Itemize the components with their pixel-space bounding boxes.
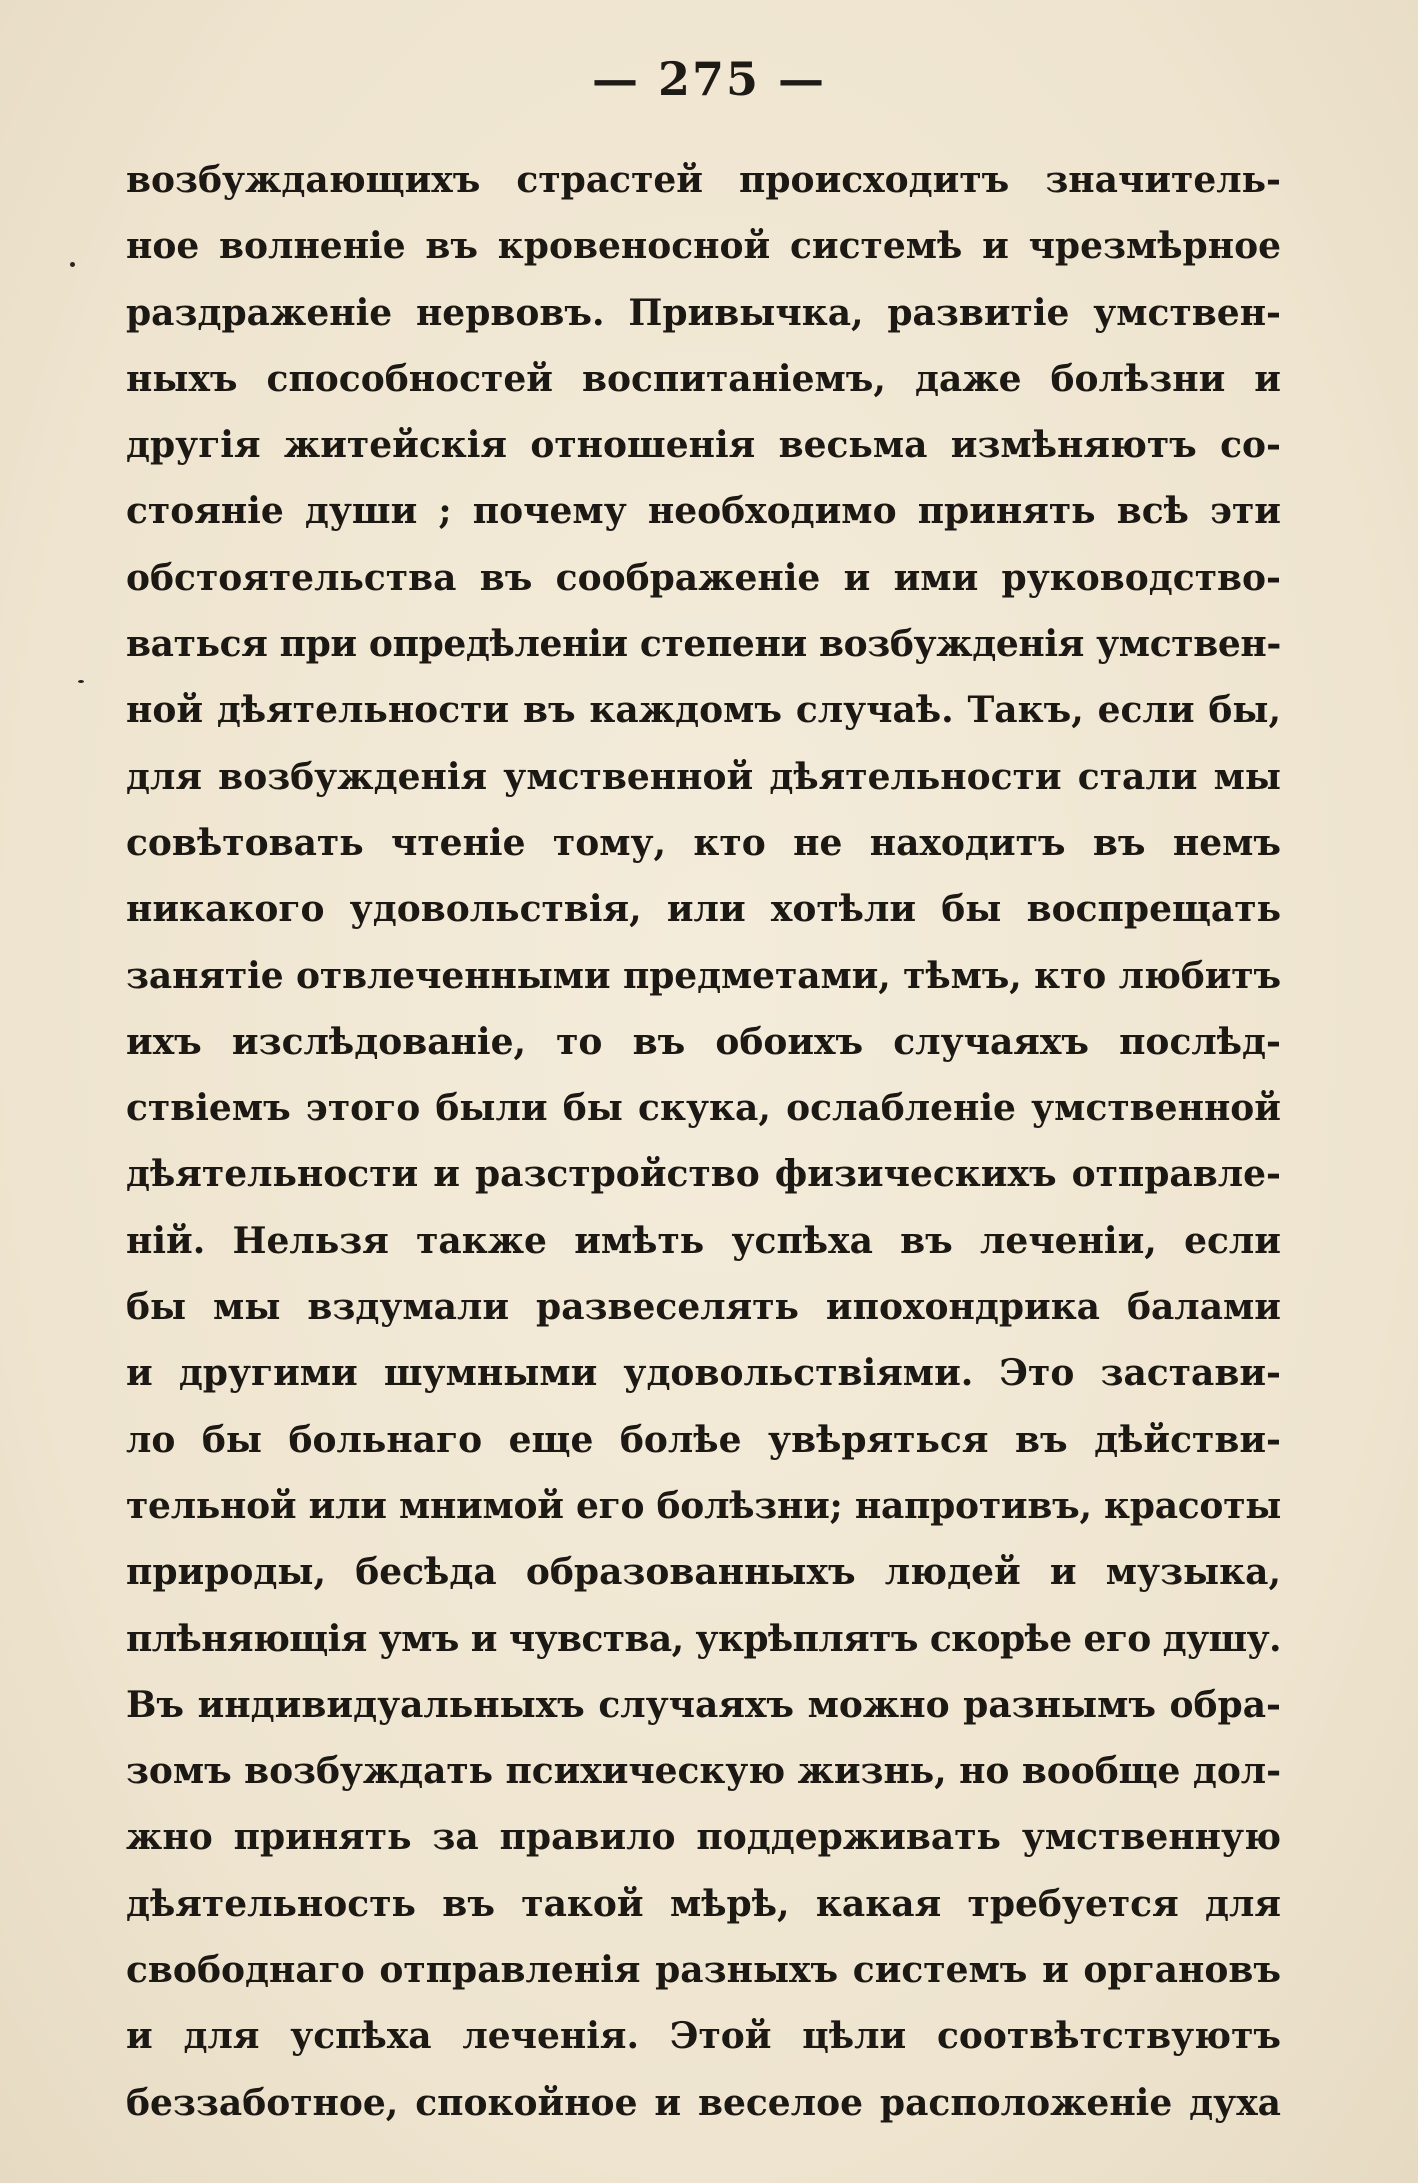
text-line: другія житейскія отношенія весьма измѣняютъ со- xyxy=(126,424,1281,467)
text-line: бы мы вздумали развеселять ипохондрика балами xyxy=(126,1286,1281,1329)
text-line: занятіе отвлеченными предметами, тѣмъ, кто любитъ xyxy=(126,954,1281,997)
text-line: зомъ возбуждать психическую жизнь, но вообще дол- xyxy=(126,1750,1281,1793)
text-line: никакого удовольствія, или хотѣли бы воспрещать xyxy=(126,888,1281,931)
text-line: ихъ изслѣдованіе, то въ обоихъ случаяхъ послѣд- xyxy=(126,1020,1281,1063)
text-line: беззаботное, спокойное и веселое расположеніе духа xyxy=(126,2081,1281,2124)
body-text xyxy=(126,147,1281,2136)
text-line: возбуждающихъ страстей происходитъ значитель- xyxy=(126,159,1281,201)
text-line: ныхъ способностей воспитаніемъ, даже болѣзни и xyxy=(126,357,1281,400)
ink-speck xyxy=(70,262,75,267)
text-line: ное волненіе въ кровеносной системѣ и чрезмѣрное xyxy=(126,225,1281,268)
text-line: плѣняющія умъ и чувства, укрѣплятъ скорѣе его душу. xyxy=(126,1617,1281,1660)
text-line: природы, бесѣда образованныхъ людей и музыка, xyxy=(126,1551,1281,1594)
text-line: ной дѣятельности въ каждомъ случаѣ. Такъ, если бы, xyxy=(126,689,1281,732)
text-line: ло бы больнаго еще болѣе увѣряться въ дѣйстви- xyxy=(126,1418,1281,1461)
text-line: свободнаго отправленія разныхъ системъ и органовъ xyxy=(126,1949,1281,1992)
text-line: стояніе души ; почему необходимо принять всѣ эти xyxy=(126,490,1281,533)
ink-speck xyxy=(78,680,84,683)
text-line: обстоятельства въ соображеніе и ими руководство- xyxy=(126,556,1281,599)
text-line: тельной или мнимой его болѣзни; напротивъ, красоты xyxy=(126,1484,1281,1527)
text-line: и другими шумными удовольствіями. Это застави- xyxy=(126,1352,1281,1395)
text-line: раздраженіе нервовъ. Привычка, развитіе умствен- xyxy=(126,291,1281,334)
text-line: совѣтовать чтеніе тому, кто не находитъ въ немъ xyxy=(126,821,1281,864)
page-number: — 275 — xyxy=(591,52,827,106)
text-line: дѣятельности и разстройство физическихъ отправле- xyxy=(126,1153,1281,1196)
text-line: и для успѣха леченія. Этой цѣли соотвѣтствуютъ xyxy=(126,2015,1281,2058)
text-line: ствіемъ этого были бы скука, ослабленіе умственной xyxy=(126,1087,1281,1130)
text-line: ній. Нельзя также имѣть успѣха въ леченіи, если xyxy=(126,1219,1281,1262)
text-line: жно принять за правило поддерживать умственную xyxy=(126,1816,1281,1859)
text-line: для возбужденія умственной дѣятельности стали мы xyxy=(126,755,1281,798)
text-line: дѣятельность въ такой мѣрѣ, какая требуется для xyxy=(126,1882,1281,1925)
text-line: ваться при опредѣленіи степени возбужденія умствен- xyxy=(126,623,1281,666)
text-line: Въ индивидуальныхъ случаяхъ можно разнымъ обра- xyxy=(126,1683,1281,1726)
